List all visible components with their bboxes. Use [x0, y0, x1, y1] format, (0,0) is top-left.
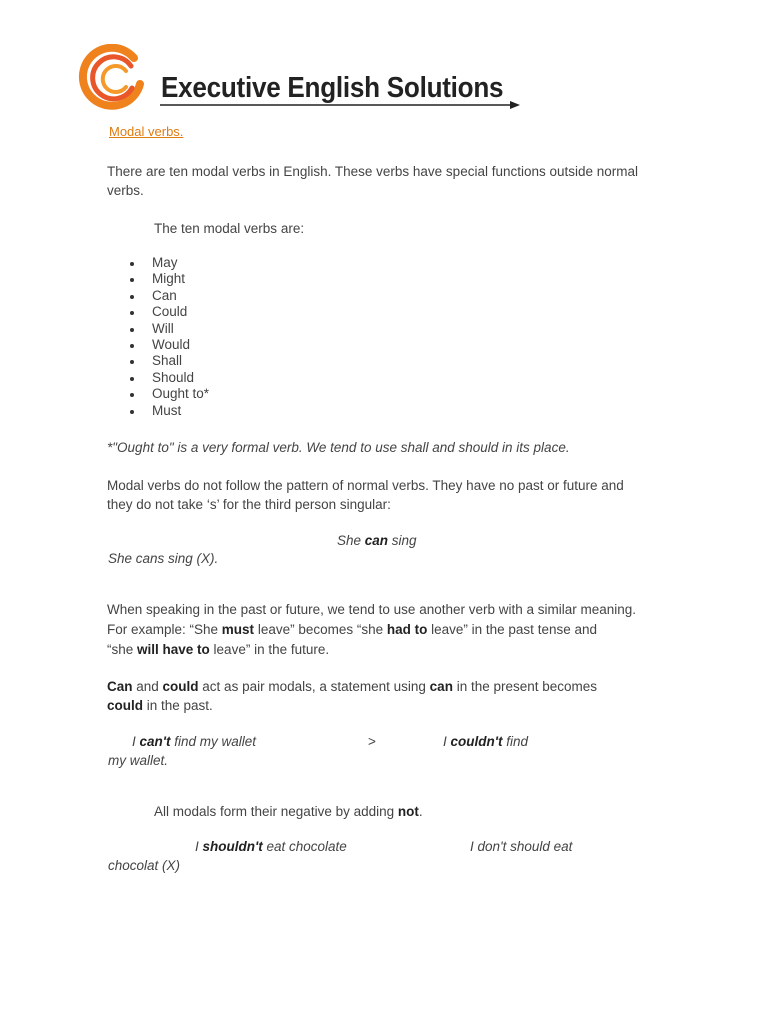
pattern-line-2: they do not take ‘s’ for the third person singular:: [107, 497, 391, 512]
list-item: Should: [126, 370, 209, 386]
pair-line-1: Can and could act as pair modals, a statement using can in the present becomes: [107, 679, 598, 694]
pattern-line-1: Modal verbs do not follow the pattern of normal verbs. They have no past or future and: [107, 478, 624, 493]
past-line-2: For example: “She must leave” becomes “she had to leave” in the past tense and: [107, 622, 597, 637]
modal-verb-list: [126, 255, 209, 419]
footnote: *"Ought to" is a very formal verb. We tend to use shall and should in its place.: [107, 440, 570, 455]
pair-example-wrap: my wallet.: [108, 753, 169, 768]
list-item: Would: [126, 337, 209, 353]
negative-example-wrap: chocolat (X): [108, 858, 181, 873]
pair-example-arrow: >: [368, 734, 376, 749]
negative-example-correct: I shouldn't eat chocolate: [195, 839, 347, 854]
example-wrong: She cans sing (X).: [108, 551, 219, 566]
brand-underline-arrow-icon: [160, 99, 522, 111]
list-intro: The ten modal verbs are:: [154, 221, 305, 236]
example-correct: She can sing: [337, 533, 417, 548]
document-heading: Modal verbs.: [109, 124, 184, 139]
negative-example-wrong: I don't should eat: [470, 839, 573, 854]
pair-example-present: I can't find my wallet: [132, 734, 257, 749]
list-item: Might: [126, 271, 209, 287]
list-item: Can: [126, 288, 209, 304]
intro-line-2: verbs.: [107, 183, 144, 198]
list-item: May: [126, 255, 209, 271]
intro-line-1: There are ten modal verbs in English. These verbs have special functions outside normal: [107, 164, 639, 179]
past-line-1: When speaking in the past or future, we tend to use another verb with a similar meaning.: [107, 602, 637, 617]
pair-line-2: could in the past.: [107, 698, 213, 713]
list-item: Shall: [126, 353, 209, 369]
pair-example-past: I couldn't find: [443, 734, 528, 749]
negative-rule: All modals form their negative by adding not.: [154, 804, 423, 819]
orange-swirl-logo-icon: [76, 44, 148, 116]
list-item: Will: [126, 321, 209, 337]
past-line-3: “she will have to leave” in the future.: [107, 642, 330, 657]
list-item: Could: [126, 304, 209, 320]
list-item: Ought to*: [126, 386, 209, 402]
brand-name: Executive English Solutions: [161, 72, 504, 104]
list-item: Must: [126, 403, 209, 419]
